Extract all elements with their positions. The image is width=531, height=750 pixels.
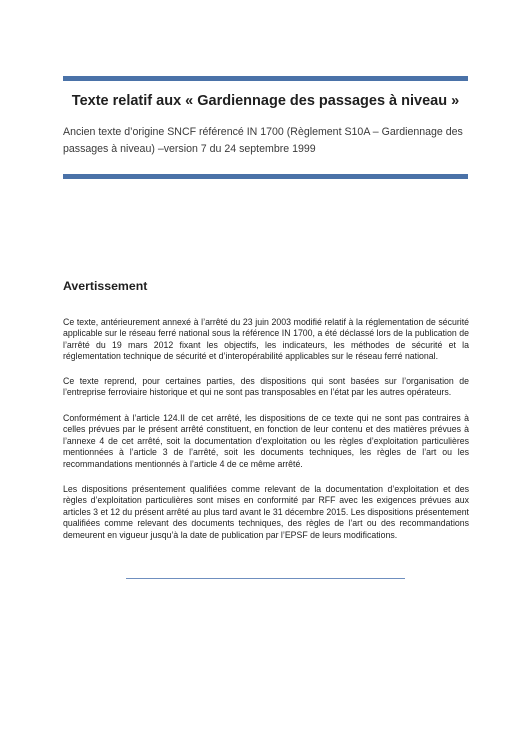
section-heading-avertissement: Avertissement bbox=[63, 279, 148, 293]
top-divider bbox=[63, 76, 468, 81]
paragraph-2: Ce texte reprend, pour certaines parties, des dispositions qui sont basées sur l’organisation de l’entreprise ferroviaire historique et qui ne sont pas transposables en l’état par les autres opérateurs. bbox=[63, 375, 469, 398]
document-title: Texte relatif aux « Gardiennage des passages à niveau » bbox=[71, 93, 460, 109]
document-subtitle: Ancien texte d’origine SNCF référencé IN 1700 (Règlement S10A – Gardiennage des passages à niveau) –version 7 du 24 septembre 1999 bbox=[63, 126, 463, 155]
footer-divider bbox=[126, 578, 405, 579]
header-divider bbox=[63, 174, 468, 179]
paragraph-1: Ce texte, antérieurement annexé à l’arrêté du 23 juin 2003 modifié relatif à la réglementation de sécurité applicable sur le réseau ferré national sous la référence IN 1700, a été déclassé lors de la publication de l’arrêté du 19 mars 2012 fixant les objectifs, les indicateurs, les méthodes de sécurité et la réglementation technique de sécurité et d’interopérabilité applicables sur le réseau ferré national. bbox=[63, 316, 469, 362]
paragraph-4: Les dispositions présentement qualifiées comme relevant de la documentation d’exploitation et des règles d’exploitation particulières sont mises en conformité par RFF avec les exigences prévues aux articles 3 et 12 du présent arrêté au plus tard avant le 31 décembre 2015. Les dispositions présentement qualifiées comme relevant des documents techniques, des règles de l’art ou des recommandations demeurent en vigueur jusqu’à la date de publication par l’EPSF de leurs modifications. bbox=[63, 483, 469, 540]
paragraph-3: Conformément à l’article 124.II de cet arrêté, les dispositions de ce texte qui ne sont pas contraires à celles prévues par le présent arrêté constituent, en fonction de leur contenu et des matières prévues à l’annexe 4 de cet arrêté, soit la documentation d’exploitation ou les règles d’exploitation particulières mentionnées à l’article 3 de l’arrêté, soit les documents techniques, les règles de l’art ou les recommandations mentionnés à l’article 4 de ce même arrêté. bbox=[63, 412, 469, 469]
